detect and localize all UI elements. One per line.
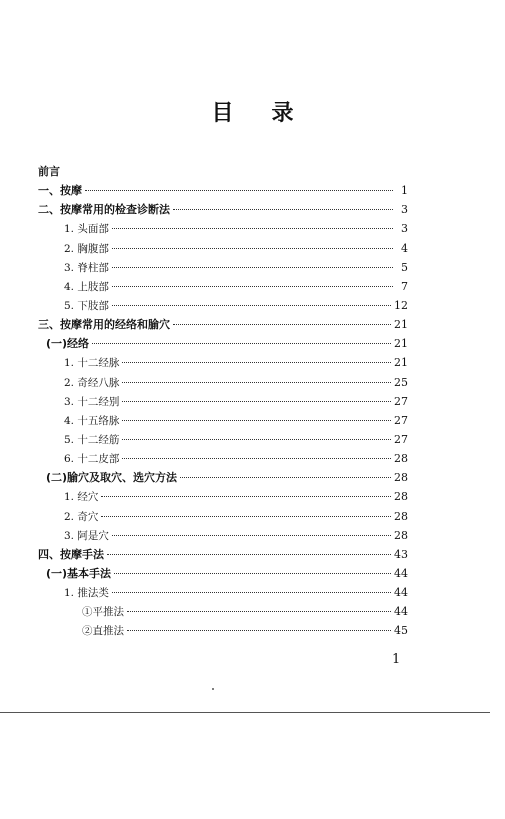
toc-entry-label: (二)腧穴及取穴、选穴方法 — [46, 471, 178, 485]
toc-entry — [38, 219, 408, 238]
toc-dot-leader — [122, 401, 391, 402]
toc-entry-page: 28 — [394, 471, 408, 485]
toc-entry — [38, 526, 408, 545]
toc-dot-leader — [122, 458, 391, 459]
toc-entry-page: 5 — [401, 260, 408, 274]
toc-entry-page: 28 — [394, 509, 408, 523]
page-number: 1 — [392, 652, 401, 667]
toc-entry-label: 三、按摩常用的经络和腧穴 — [38, 318, 170, 332]
toc-entry — [38, 392, 408, 411]
toc-entry-label: 3. 十二经别 — [64, 395, 120, 408]
toc-entry-page: 7 — [401, 279, 408, 293]
toc-dot-leader — [173, 209, 393, 210]
toc-entry-label: 5. 下肢部 — [64, 299, 109, 312]
toc-entry-label: ②直推法 — [82, 625, 124, 638]
toc-dot-leader — [107, 554, 391, 555]
toc-entry-label: 4. 十五络脉 — [64, 414, 120, 427]
toc-dot-leader — [101, 516, 391, 517]
toc-entry-page: 27 — [394, 413, 408, 427]
toc-dot-leader — [112, 592, 391, 593]
toc-entry — [38, 162, 408, 181]
toc-dot-leader — [112, 535, 391, 536]
toc-dot-leader — [127, 630, 391, 631]
toc-entry-page: 28 — [394, 528, 408, 542]
toc-dot-leader — [122, 362, 391, 363]
ink-speck — [212, 688, 214, 690]
toc-dot-leader — [122, 420, 391, 421]
toc-entry — [38, 507, 408, 526]
toc-dot-leader — [101, 496, 391, 497]
toc-entry-page: 27 — [394, 394, 408, 408]
toc-entry — [38, 315, 408, 334]
toc-dot-leader — [112, 248, 393, 249]
toc-entry-label: 二、按摩常用的检查诊断法 — [38, 203, 170, 217]
toc-entry-label: 1. 头面部 — [64, 223, 109, 236]
toc-entry — [38, 430, 408, 449]
toc-entry-page: 21 — [394, 337, 408, 351]
page-title — [0, 96, 505, 127]
toc-entry-label: 四、按摩手法 — [38, 547, 104, 561]
toc-dot-leader — [122, 382, 391, 383]
toc-entry-page: 3 — [401, 222, 408, 236]
toc-entry-page: 21 — [394, 318, 408, 332]
bottom-rule — [0, 712, 490, 713]
toc-entry — [38, 411, 408, 430]
toc-entry-label: (一)经络 — [46, 337, 90, 351]
toc-entry — [38, 353, 408, 372]
toc-entry — [38, 621, 408, 640]
toc-dot-leader — [173, 324, 391, 325]
toc-entry-label: 一、按摩 — [38, 184, 82, 198]
toc-entry — [38, 373, 408, 392]
toc-entry — [38, 583, 408, 602]
toc-dot-leader — [92, 343, 391, 344]
toc-entry — [38, 181, 408, 200]
toc-dot-leader — [180, 477, 391, 478]
toc-entry — [38, 239, 408, 258]
toc-entry-page: 44 — [394, 605, 408, 619]
toc-dot-leader — [127, 611, 391, 612]
toc-entry — [38, 200, 408, 219]
toc-entry-page: 1 — [401, 184, 408, 198]
table-of-contents — [38, 162, 408, 641]
toc-dot-leader — [112, 228, 393, 229]
toc-entry-label: 1. 经穴 — [64, 491, 99, 504]
toc-entry-page: 43 — [394, 547, 408, 561]
toc-entry-label: 4. 上肢部 — [64, 280, 109, 293]
toc-entry — [38, 277, 408, 296]
toc-entry-label: 前言 — [38, 165, 60, 178]
toc-entry-label: 3. 阿是穴 — [64, 529, 109, 542]
toc-entry — [38, 468, 408, 487]
toc-entry-label: 2. 奇经八脉 — [64, 376, 120, 389]
toc-entry — [38, 449, 408, 468]
toc-dot-leader — [112, 286, 393, 287]
toc-entry-label: (一)基本手法 — [46, 566, 112, 580]
toc-entry-label: 1. 十二经脉 — [64, 357, 120, 370]
toc-entry-label: 6. 十二皮部 — [64, 453, 120, 466]
toc-entry-page: 25 — [394, 375, 408, 389]
toc-entry-label: ①平推法 — [82, 606, 124, 619]
toc-entry-label: 3. 脊柱部 — [64, 261, 109, 274]
toc-entry-page: 45 — [394, 624, 408, 638]
toc-entry-page: 4 — [401, 241, 408, 255]
toc-entry-page: 3 — [401, 203, 408, 217]
toc-entry — [38, 258, 408, 277]
title-char-1: 目 — [211, 101, 234, 126]
toc-entry-page: 21 — [394, 356, 408, 370]
toc-entry — [38, 564, 408, 583]
toc-entry-label: 1. 推法类 — [64, 587, 109, 600]
toc-entry — [38, 602, 408, 621]
toc-entry-page: 44 — [394, 566, 408, 580]
toc-dot-leader — [112, 267, 393, 268]
toc-entry-page: 28 — [394, 490, 408, 504]
toc-entry — [38, 487, 408, 506]
title-char-2: 录 — [271, 101, 294, 126]
toc-entry — [38, 545, 408, 564]
toc-dot-leader — [122, 439, 391, 440]
toc-entry — [38, 296, 408, 315]
toc-entry-page: 28 — [394, 452, 408, 466]
toc-dot-leader — [114, 573, 391, 574]
toc-entry-label: 5. 十二经筋 — [64, 433, 120, 446]
toc-entry — [38, 334, 408, 353]
toc-dot-leader — [112, 305, 391, 306]
toc-dot-leader — [85, 190, 393, 191]
toc-entry-page: 44 — [394, 586, 408, 600]
toc-entry-page: 12 — [394, 298, 408, 312]
toc-entry-label: 2. 奇穴 — [64, 510, 99, 523]
toc-entry-label: 2. 胸腹部 — [64, 242, 109, 255]
toc-entry-page: 27 — [394, 432, 408, 446]
